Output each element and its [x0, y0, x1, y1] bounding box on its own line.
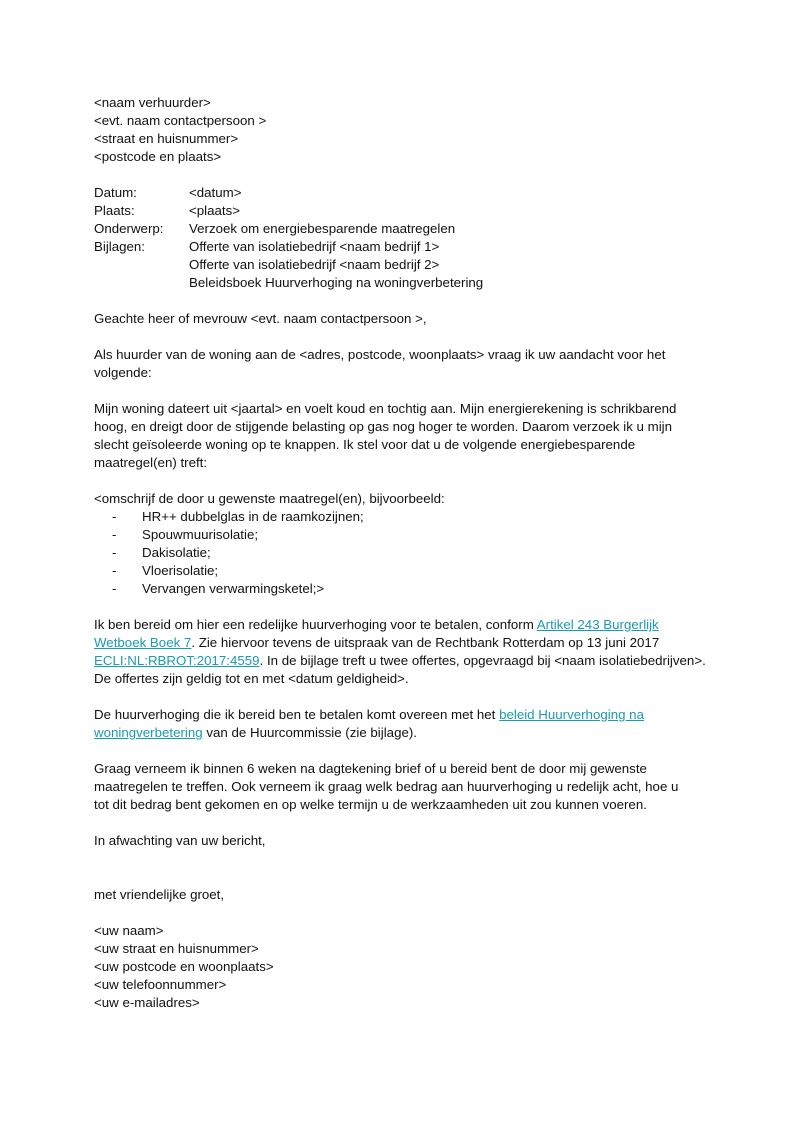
meta-label: Onderwerp:	[94, 221, 164, 236]
paragraph-line: maatregel(en) treft:	[94, 455, 208, 470]
list-item	[94, 544, 704, 562]
recipient-address	[94, 94, 704, 166]
list-item-text: Dakisolatie;	[142, 545, 211, 560]
paragraph-line: Graag verneem ik binnen 6 weken na dagtekening brief of u bereid bent de door mij gewenste	[94, 761, 647, 776]
meta-label: Bijlagen:	[94, 239, 146, 254]
recipient-line: <evt. naam contactpersoon >	[94, 113, 267, 128]
paragraph-line	[94, 706, 704, 724]
link-artikel-243[interactable]: Artikel 243 Burgerlijk	[536, 617, 659, 632]
link-ecli-uitspraak[interactable]: ECLI:NL:RBROT:2017:4559	[94, 653, 260, 668]
list-intro: <omschrijf de door u gewenste maatregel(en), bijvoorbeeld:	[94, 491, 445, 506]
paragraph-line: slecht geïsoleerde woning op te knappen. Ik stel voor dat u de volgende energiebesparende	[94, 437, 636, 452]
paragraph-line: Als huurder van de woning aan de <adres, postcode, woonplaats> vraag ik uw aandacht voor het	[94, 347, 666, 362]
paragraph-line	[94, 616, 704, 634]
closing-greeting: met vriendelijke groet,	[94, 887, 225, 902]
meta-row-bijlagen	[94, 238, 704, 256]
recipient-line: <naam verhuurder>	[94, 95, 211, 110]
list-item-text: Vloerisolatie;	[142, 563, 219, 578]
list-item-text: HR++ dubbelglas in de raamkozijnen;	[142, 509, 364, 524]
paragraph-text: Ik ben bereid om hier een redelijke huurverhoging voor te betalen, conform	[94, 617, 537, 632]
meta-label	[94, 274, 189, 292]
link-beleid-huurverhoging[interactable]: beleid Huurverhoging na	[499, 707, 644, 722]
list-dash: -	[112, 509, 117, 524]
list-item-text: Vervangen verwarmingsketel;>	[142, 581, 325, 596]
paragraph-text: van de Huurcommissie (zie bijlage).	[202, 725, 417, 740]
closing-line: In afwachting van uw bericht,	[94, 833, 266, 848]
meta-value: Offerte van isolatiebedrijf <naam bedrijf 2>	[189, 257, 440, 272]
list-item	[94, 526, 704, 544]
meta-value: Offerte van isolatiebedrijf <naam bedrijf 1>	[189, 239, 440, 254]
list-dash: -	[112, 527, 117, 542]
salutation: Geachte heer of mevrouw <evt. naam contactpersoon >,	[94, 311, 427, 326]
paragraph-text: . Zie hiervoor tevens de uitspraak van de Rechtbank Rotterdam op 13 juni 2017	[191, 635, 660, 650]
paragraph-line: tot dit bedrag bent gekomen en op welke termijn u de werkzaamheden uit zou kunnen voeren.	[94, 797, 647, 812]
request-paragraph	[94, 760, 704, 814]
meta-label	[94, 256, 189, 274]
link-woningverbetering[interactable]: woningverbetering	[94, 725, 203, 740]
signature-line: <uw naam>	[94, 923, 164, 938]
list-dash: -	[112, 581, 117, 596]
meta-label: Datum:	[94, 185, 137, 200]
paragraph-text: De huurverhoging die ik bereid ben te betalen komt overeen met het	[94, 707, 500, 722]
paragraph-line: volgende:	[94, 365, 152, 380]
list-item	[94, 580, 704, 598]
meta-row-plaats	[94, 202, 704, 220]
list-item-text: Spouwmuurisolatie;	[142, 527, 259, 542]
meta-row-bijlage-3	[94, 274, 704, 292]
meta-label: Plaats:	[94, 203, 135, 218]
meta-value: Verzoek om energiebesparende maatregelen	[189, 221, 456, 236]
list-dash: -	[112, 563, 117, 578]
paragraph-line: De offertes zijn geldig tot en met <datum geldigheid>.	[94, 671, 409, 686]
list-item	[94, 562, 704, 580]
signature-line: <uw postcode en woonplaats>	[94, 959, 274, 974]
list-dash: -	[112, 545, 117, 560]
signature-line: <uw telefoonnummer>	[94, 977, 227, 992]
paragraph-line	[94, 634, 704, 652]
recipient-line: <postcode en plaats>	[94, 149, 222, 164]
sender-signature	[94, 922, 704, 1012]
letter-content	[94, 94, 704, 1012]
paragraph-line: maatregelen te treffen. Ook verneem ik graag welk bedrag aan huurverhoging u redelijk acht, hoe u	[94, 779, 679, 794]
paragraph-line	[94, 724, 704, 742]
intro-paragraph	[94, 346, 704, 382]
meta-row-bijlage-2	[94, 256, 704, 274]
meta-row-onderwerp	[94, 220, 704, 238]
paragraph-line	[94, 652, 704, 670]
letter-meta	[94, 184, 704, 292]
meta-row-datum	[94, 184, 704, 202]
paragraph-line: Mijn woning dateert uit <jaartal> en voelt koud en tochtig aan. Mijn energierekening is schrikbarend	[94, 401, 677, 416]
list-item	[94, 508, 704, 526]
rent-increase-paragraph	[94, 616, 704, 688]
link-wetboek-boek-7[interactable]: Wetboek Boek 7	[94, 635, 192, 650]
policy-paragraph	[94, 706, 704, 742]
situation-paragraph	[94, 400, 704, 472]
measures-list	[94, 490, 704, 598]
paragraph-line: hoog, en dreigt door de stijgende belasting op gas nog hoger te worden. Daarom verzoek ik u mijn	[94, 419, 673, 434]
recipient-line: <straat en huisnummer>	[94, 131, 239, 146]
paragraph-text: . In de bijlage treft u twee offertes, opgevraagd bij <naam isolatiebedrijven>.	[259, 653, 706, 668]
meta-value: <datum>	[189, 185, 242, 200]
meta-value: Beleidsboek Huurverhoging na woningverbetering	[189, 275, 484, 290]
signature-line: <uw straat en huisnummer>	[94, 941, 259, 956]
meta-value: <plaats>	[189, 203, 241, 218]
signature-line: <uw e-mailadres>	[94, 995, 200, 1010]
